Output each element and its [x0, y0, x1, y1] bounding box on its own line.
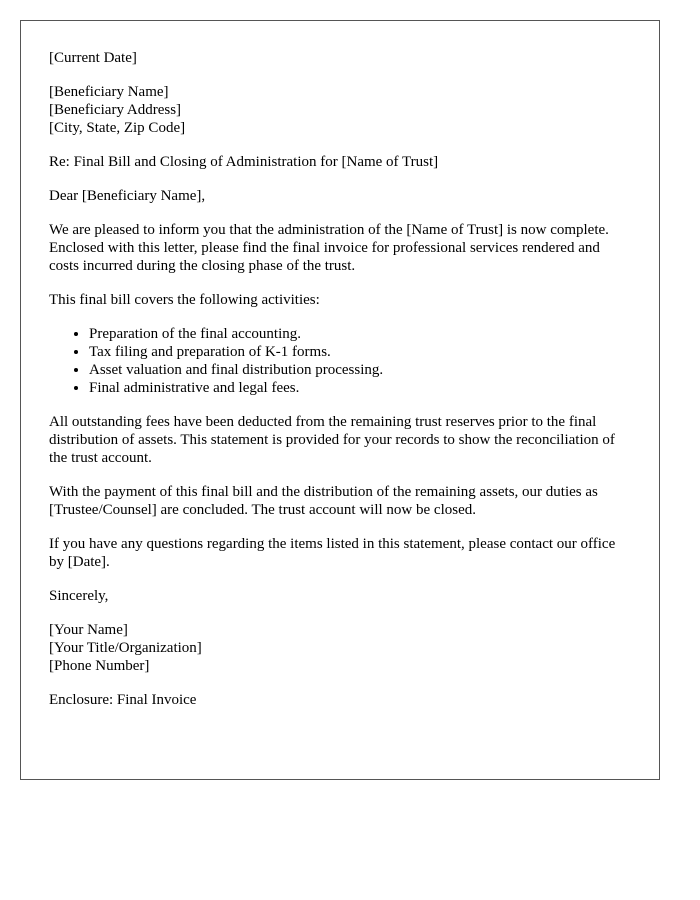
signature-title: [Your Title/Organization] [49, 640, 202, 656]
body-paragraph-2: This final bill covers the following activities: [49, 292, 320, 308]
recipient-name: [Beneficiary Name] [49, 84, 169, 100]
recipient-city-line: [City, State, Zip Code] [49, 120, 186, 136]
body-paragraph-1: We are pleased to inform you that the administration of the [Name of Trust] is now complete. Enclosed with this letter, please find the final invoice for professional services rendered and costs incurred during the closing phase of the trust. [49, 222, 609, 274]
body-paragraph-4: With the payment of this final bill and the distribution of the remaining assets, our duties as [Trustee/Counsel] are concluded. The trust account will now be closed. [49, 484, 598, 518]
enclosure-note: Enclosure: Final Invoice [49, 692, 197, 708]
letter-page [20, 20, 660, 780]
recipient-address: [Beneficiary Address] [49, 102, 182, 118]
recipient-address-block [49, 83, 631, 137]
closing: Sincerely, [49, 588, 109, 604]
activities-list [49, 325, 631, 397]
signature-name: [Your Name] [49, 622, 128, 638]
body-paragraph-5: If you have any questions regarding the items listed in this statement, please contact our office by [Date]. [49, 536, 616, 570]
signature-phone: [Phone Number] [49, 658, 150, 674]
activity-item: • Asset valuation and final distribution processing. [89, 361, 631, 379]
body-paragraph-3: All outstanding fees have been deducted from the remaining trust reserves prior to the final distribution of assets. This statement is provided for your records to show the reconciliation of the trust account. [49, 414, 615, 466]
salutation: Dear [Beneficiary Name], [49, 188, 206, 204]
letter-date: [Current Date] [49, 50, 137, 66]
activity-item: • Tax filing and preparation of K-1 forms. [89, 343, 631, 361]
subject-line: Re: Final Bill and Closing of Administration for [Name of Trust] [49, 154, 439, 170]
signature-block [49, 621, 631, 675]
activity-item: • Final administrative and legal fees. [89, 379, 631, 397]
activity-item: • Preparation of the final accounting. [89, 325, 631, 343]
